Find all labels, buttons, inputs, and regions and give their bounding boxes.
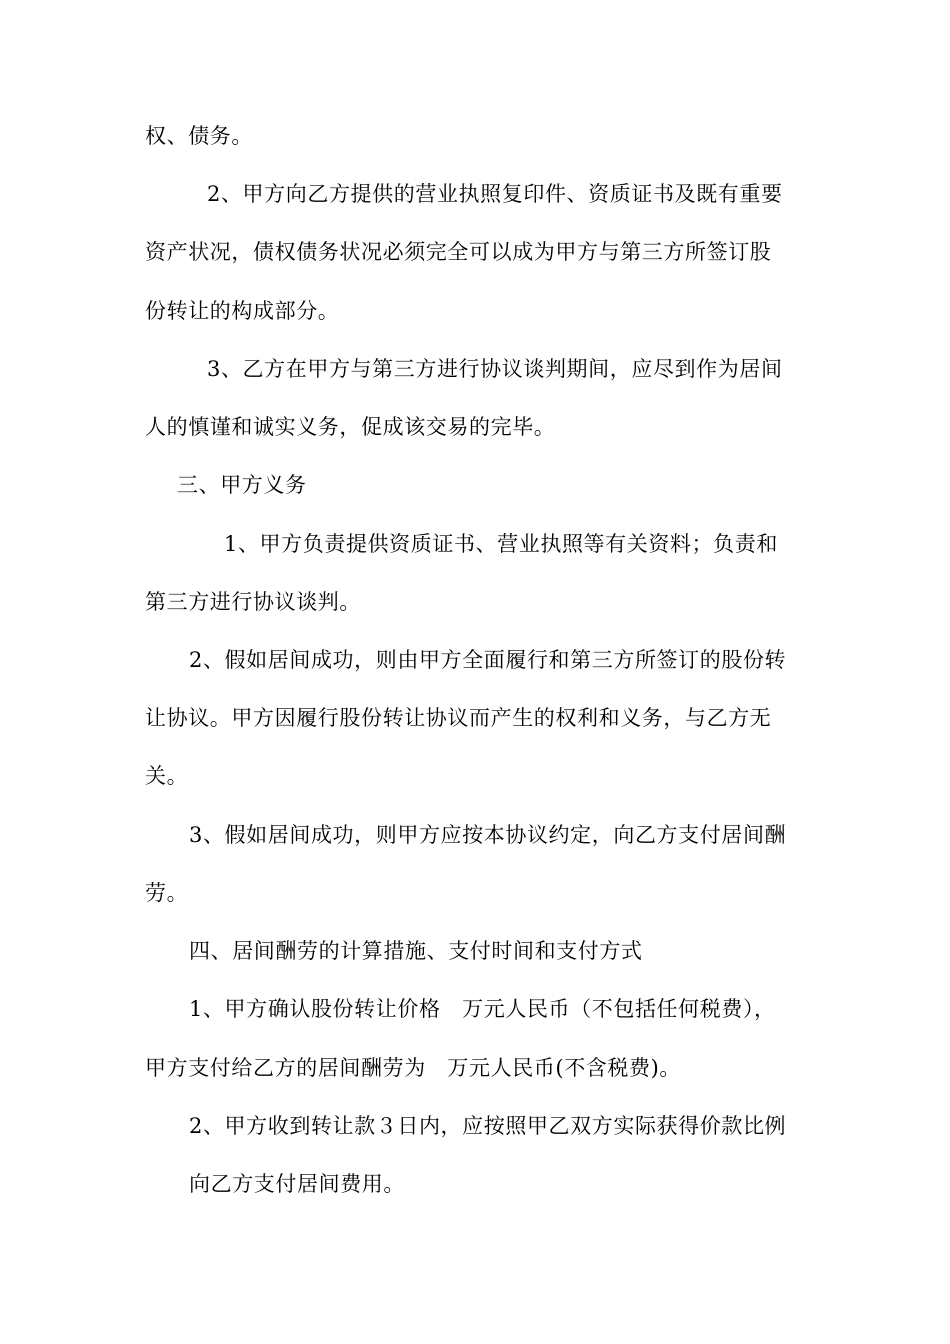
paragraph-line: 1、甲方负责提供资质证书、营业执照等有关资料；负责和 [224,532,778,556]
paragraph-line: 第三方进行协议谈判。 [145,590,361,614]
paragraph-line: 关。 [145,764,189,788]
paragraph-line: 2、甲方向乙方提供的营业执照复印件、资质证书及既有重要 [207,182,783,206]
paragraph-line: 2、甲方收到转让款３日内，应按照甲乙双方实际获得价款比例 [189,1114,787,1138]
section-heading: 三、甲方义务 [177,473,307,497]
paragraph-line: 劳。 [145,881,189,905]
paragraph-line: 1、甲方确认股份转让价格 万元人民币（不包括任何税费）， [189,997,776,1021]
paragraph-line: 人的慎谨和诚实义务，促成该交易的完毕。 [145,415,556,439]
paragraph-line: 甲方支付给乙方的居间酬劳为 万元人民币(不含税费)。 [145,1056,681,1080]
paragraph-line: 3、乙方在甲方与第三方进行协议谈判期间，应尽到作为居间 [207,357,783,381]
paragraph-line: 资产状况，债权债务状况必须完全可以成为甲方与第三方所签订股 [145,240,772,264]
paragraph-line: 份转让的构成部分。 [145,299,340,323]
paragraph-line: 向乙方支付居间费用。 [189,1172,405,1196]
paragraph-line: 2、假如居间成功，则由甲方全面履行和第三方所签订的股份转 [189,648,787,672]
paragraph-line: 让协议。甲方因履行股份转让协议而产生的权利和义务，与乙方无 [145,706,772,730]
paragraph-line: 权、债务。 [145,124,253,148]
paragraph-line: 3、假如居间成功，则甲方应按本协议约定，向乙方支付居间酬 [189,823,787,847]
section-heading: 四、居间酬劳的计算措施、支付时间和支付方式 [189,939,643,963]
